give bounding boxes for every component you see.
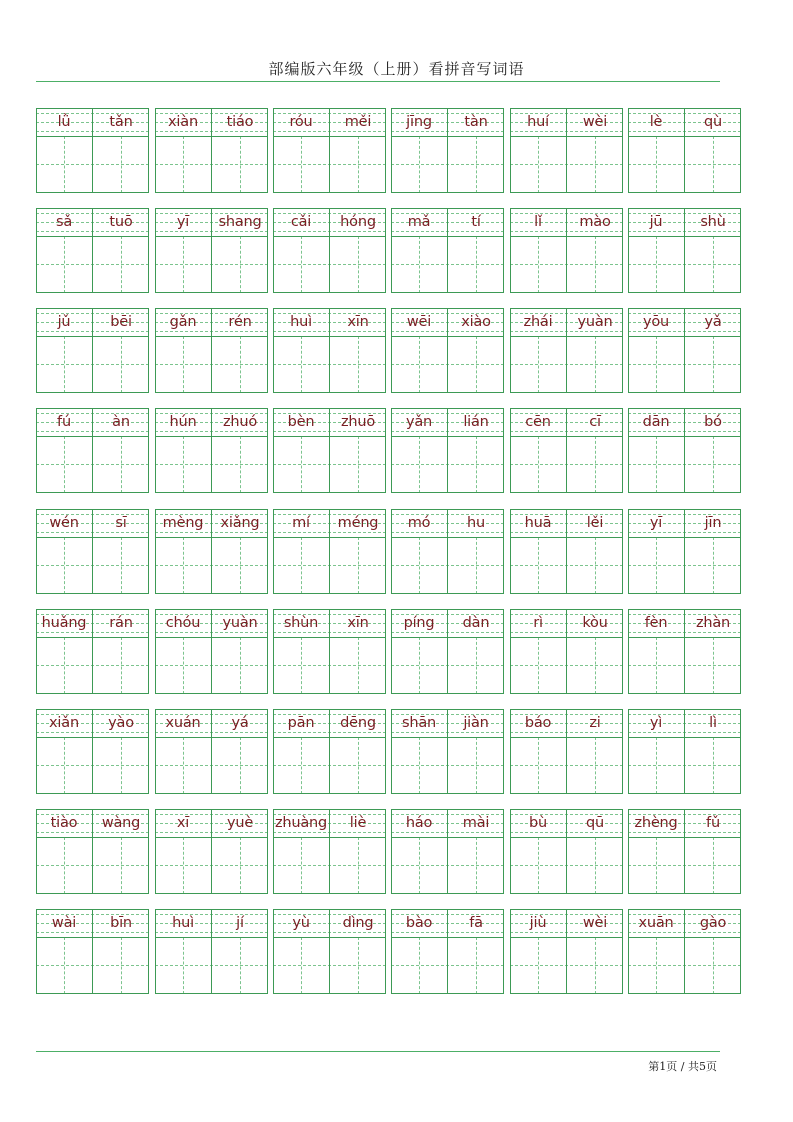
- syllable-separator: [447, 609, 448, 694]
- word-box: [273, 308, 386, 393]
- pinyin-text: xīn: [347, 314, 369, 330]
- syllable-separator: [329, 208, 330, 293]
- pinyin-text: dēng: [340, 715, 376, 731]
- pinyin-text: liè: [349, 815, 367, 831]
- word-box: [628, 408, 741, 493]
- pinyin-text: wèi: [582, 915, 608, 931]
- pinyin-text: píng: [403, 615, 435, 631]
- syllable-separator: [92, 909, 93, 994]
- syllable-separator: [211, 809, 212, 894]
- pinyin-text: zhuó: [222, 414, 258, 430]
- word-box: [273, 509, 386, 594]
- pinyin-text: xiàn: [168, 114, 198, 130]
- syllable-separator: [447, 909, 448, 994]
- syllable-separator: [566, 509, 567, 594]
- word-box: [510, 609, 623, 694]
- pinyin-text: jiàn: [463, 715, 489, 731]
- word-box: [628, 809, 741, 894]
- pinyin-text: yǎn: [405, 414, 433, 430]
- pinyin-text: jīng: [406, 114, 432, 130]
- pinyin-text: mó: [407, 515, 431, 531]
- syllable-separator: [566, 909, 567, 994]
- word-box: [36, 809, 149, 894]
- word-box: [273, 709, 386, 794]
- pinyin-text: yì: [649, 715, 663, 731]
- pinyin-text: wài: [51, 915, 77, 931]
- pinyin-text: rán: [109, 615, 133, 631]
- word-box: [391, 308, 504, 393]
- syllable-separator: [447, 709, 448, 794]
- pinyin-text: lè: [649, 114, 663, 130]
- word-box: [510, 308, 623, 393]
- pinyin-text: xiào: [461, 314, 491, 330]
- pinyin-text: yuè: [226, 815, 254, 831]
- syllable-separator: [684, 308, 685, 393]
- word-box: [155, 308, 268, 393]
- pinyin-text: chóu: [165, 615, 201, 631]
- pinyin-text: mǎ: [407, 214, 431, 230]
- word-box: [391, 108, 504, 193]
- word-box: [628, 509, 741, 594]
- pinyin-text: cī: [589, 414, 601, 430]
- pinyin-text: wèi: [582, 114, 608, 130]
- word-box: [628, 208, 741, 293]
- pinyin-text: gào: [699, 915, 727, 931]
- pinyin-text: lǜ: [57, 114, 71, 130]
- pinyin-text: lì: [709, 715, 717, 731]
- pinyin-text: àn: [112, 414, 130, 430]
- syllable-separator: [566, 609, 567, 694]
- syllable-separator: [447, 208, 448, 293]
- pinyin-text: xiǎng: [220, 515, 260, 531]
- pinyin-text: rì: [533, 615, 543, 631]
- word-box: [155, 609, 268, 694]
- syllable-separator: [211, 408, 212, 493]
- word-box: [510, 509, 623, 594]
- word-box: [391, 609, 504, 694]
- pinyin-text: bó: [704, 414, 722, 430]
- pinyin-text: tí: [471, 214, 481, 230]
- syllable-separator: [92, 709, 93, 794]
- pinyin-text: qù: [704, 114, 722, 130]
- pinyin-text: dān: [642, 414, 670, 430]
- pinyin-text: mào: [579, 214, 611, 230]
- syllable-separator: [566, 408, 567, 493]
- word-box: [628, 709, 741, 794]
- pinyin-text: méng: [337, 515, 379, 531]
- pinyin-text: huí: [527, 114, 549, 130]
- pinyin-text: jí: [236, 915, 244, 931]
- pinyin-text: fǔ: [706, 815, 720, 831]
- syllable-separator: [447, 108, 448, 193]
- pinyin-text: tiào: [50, 815, 78, 831]
- pinyin-text: bīn: [110, 915, 132, 931]
- pinyin-text: huì: [290, 314, 312, 330]
- pinyin-text: kòu: [582, 615, 608, 631]
- syllable-separator: [329, 809, 330, 894]
- syllable-separator: [92, 208, 93, 293]
- pinyin-text: tǎn: [109, 114, 133, 130]
- syllable-separator: [92, 108, 93, 193]
- syllable-separator: [92, 408, 93, 493]
- word-box: [510, 108, 623, 193]
- word-box: [155, 208, 268, 293]
- word-box: [510, 408, 623, 493]
- word-box: [36, 108, 149, 193]
- word-box: [391, 208, 504, 293]
- pinyin-text: tàn: [464, 114, 488, 130]
- word-box: [36, 208, 149, 293]
- pinyin-text: zhuàng: [274, 815, 328, 831]
- pinyin-text: bèn: [287, 414, 315, 430]
- syllable-separator: [566, 308, 567, 393]
- word-box: [155, 509, 268, 594]
- pinyin-text: fā: [469, 915, 483, 931]
- syllable-separator: [211, 709, 212, 794]
- pinyin-text: róu: [289, 114, 313, 130]
- pinyin-text: wén: [49, 515, 79, 531]
- pinyin-text: pān: [287, 715, 315, 731]
- pinyin-text: tiáo: [226, 114, 254, 130]
- word-box: [628, 609, 741, 694]
- syllable-separator: [684, 709, 685, 794]
- syllable-separator: [684, 408, 685, 493]
- word-box: [510, 809, 623, 894]
- pinyin-text: fèn: [644, 615, 668, 631]
- word-box: [391, 408, 504, 493]
- syllable-separator: [566, 108, 567, 193]
- pinyin-text: cēn: [525, 414, 551, 430]
- pinyin-text: huǎng: [41, 615, 87, 631]
- syllable-separator: [566, 809, 567, 894]
- pinyin-text: mèng: [162, 515, 204, 531]
- pinyin-text: shùn: [283, 615, 319, 631]
- word-box: [36, 308, 149, 393]
- syllable-separator: [447, 809, 448, 894]
- pinyin-text: sī: [115, 515, 127, 531]
- syllable-separator: [92, 609, 93, 694]
- pinyin-text: fú: [57, 414, 71, 430]
- pinyin-text: yī: [176, 214, 190, 230]
- syllable-separator: [684, 208, 685, 293]
- pinyin-text: dìng: [342, 915, 374, 931]
- syllable-separator: [684, 909, 685, 994]
- syllable-separator: [92, 308, 93, 393]
- pinyin-text: sǎ: [55, 214, 73, 230]
- pinyin-text: yǎ: [704, 314, 722, 330]
- pinyin-text: yuàn: [577, 314, 613, 330]
- pinyin-text: cǎi: [290, 214, 312, 230]
- word-box: [36, 709, 149, 794]
- pinyin-text: hu: [467, 515, 485, 531]
- syllable-separator: [447, 408, 448, 493]
- word-box: [391, 709, 504, 794]
- pinyin-text: yào: [108, 715, 134, 731]
- word-box: [155, 809, 268, 894]
- syllable-separator: [211, 609, 212, 694]
- syllable-separator: [684, 609, 685, 694]
- pinyin-text: jǔ: [57, 314, 71, 330]
- pinyin-text: lěi: [586, 515, 604, 531]
- pinyin-text: zhuō: [340, 414, 376, 430]
- word-box: [273, 108, 386, 193]
- word-box: [510, 208, 623, 293]
- word-box: [155, 709, 268, 794]
- syllable-separator: [329, 909, 330, 994]
- word-box: [155, 408, 268, 493]
- pinyin-text: báo: [524, 715, 552, 731]
- syllable-separator: [329, 108, 330, 193]
- syllable-separator: [566, 709, 567, 794]
- pinyin-text: mài: [462, 815, 490, 831]
- pinyin-text: xuān: [638, 915, 674, 931]
- syllable-separator: [211, 509, 212, 594]
- syllable-separator: [684, 809, 685, 894]
- pinyin-text: zhàn: [695, 615, 731, 631]
- pinyin-text: zhái: [523, 314, 553, 330]
- pinyin-text: xiǎn: [49, 715, 79, 731]
- pinyin-text: měi: [344, 114, 372, 130]
- pinyin-text: bào: [405, 915, 433, 931]
- syllable-separator: [447, 509, 448, 594]
- pinyin-text: bù: [529, 815, 547, 831]
- pinyin-text: lǐ: [534, 214, 542, 230]
- syllable-separator: [92, 809, 93, 894]
- word-box: [628, 308, 741, 393]
- pinyin-text: shang: [218, 214, 262, 230]
- syllable-separator: [329, 609, 330, 694]
- pinyin-text: qū: [586, 815, 604, 831]
- word-box: [510, 709, 623, 794]
- syllable-separator: [329, 709, 330, 794]
- pinyin-text: dàn: [462, 615, 490, 631]
- syllable-separator: [211, 308, 212, 393]
- pinyin-text: mí: [292, 515, 310, 531]
- pinyin-text: yù: [292, 915, 310, 931]
- syllable-separator: [329, 509, 330, 594]
- pinyin-text: xīn: [347, 615, 369, 631]
- pinyin-text: xuán: [165, 715, 201, 731]
- pinyin-text: yī: [649, 515, 663, 531]
- word-box: [391, 809, 504, 894]
- pinyin-text: jū: [649, 214, 663, 230]
- word-box: [273, 609, 386, 694]
- pinyin-text: wēi: [406, 314, 432, 330]
- word-box: [36, 609, 149, 694]
- syllable-separator: [684, 108, 685, 193]
- word-box: [273, 809, 386, 894]
- syllable-separator: [211, 208, 212, 293]
- pinyin-text: hún: [169, 414, 197, 430]
- pinyin-text: tuō: [109, 214, 133, 230]
- pinyin-text: bēi: [110, 314, 132, 330]
- syllable-separator: [92, 509, 93, 594]
- syllable-separator: [447, 308, 448, 393]
- word-box: [36, 909, 149, 994]
- word-box: [628, 909, 741, 994]
- word-box: [36, 509, 149, 594]
- pinyin-text: lián: [463, 414, 489, 430]
- word-box: [391, 509, 504, 594]
- word-box: [155, 909, 268, 994]
- pinyin-text: hóng: [340, 214, 376, 230]
- syllable-separator: [684, 509, 685, 594]
- pinyin-text: háo: [405, 815, 433, 831]
- word-box: [391, 909, 504, 994]
- pinyin-text: zhèng: [634, 815, 678, 831]
- pinyin-text: gǎn: [169, 314, 197, 330]
- word-box: [36, 408, 149, 493]
- word-box: [273, 208, 386, 293]
- syllable-separator: [211, 909, 212, 994]
- syllable-separator: [329, 408, 330, 493]
- pinyin-text: wàng: [101, 815, 141, 831]
- pinyin-text: shān: [401, 715, 437, 731]
- pinyin-text: huì: [172, 915, 194, 931]
- syllable-separator: [211, 108, 212, 193]
- pinyin-text: zi: [589, 715, 601, 731]
- pinyin-text: shù: [700, 214, 726, 230]
- pinyin-text: jiù: [529, 915, 547, 931]
- word-box: [273, 909, 386, 994]
- pinyin-text: huā: [524, 515, 552, 531]
- syllable-separator: [566, 208, 567, 293]
- pinyin-text: xī: [176, 815, 190, 831]
- pinyin-text: yá: [231, 715, 249, 731]
- pinyin-text: rén: [228, 314, 252, 330]
- pinyin-text: jīn: [704, 515, 722, 531]
- pinyin-text: yuàn: [222, 615, 258, 631]
- syllable-separator: [329, 308, 330, 393]
- word-box: [628, 108, 741, 193]
- pinyin-text: yōu: [642, 314, 670, 330]
- page-title: 部编版六年级（上册）看拼音写词语: [268, 60, 525, 78]
- page-number: 第1页 / 共5页: [648, 1060, 717, 1073]
- word-box: [155, 108, 268, 193]
- word-box: [510, 909, 623, 994]
- word-box: [273, 408, 386, 493]
- footer-divider: [36, 1051, 720, 1052]
